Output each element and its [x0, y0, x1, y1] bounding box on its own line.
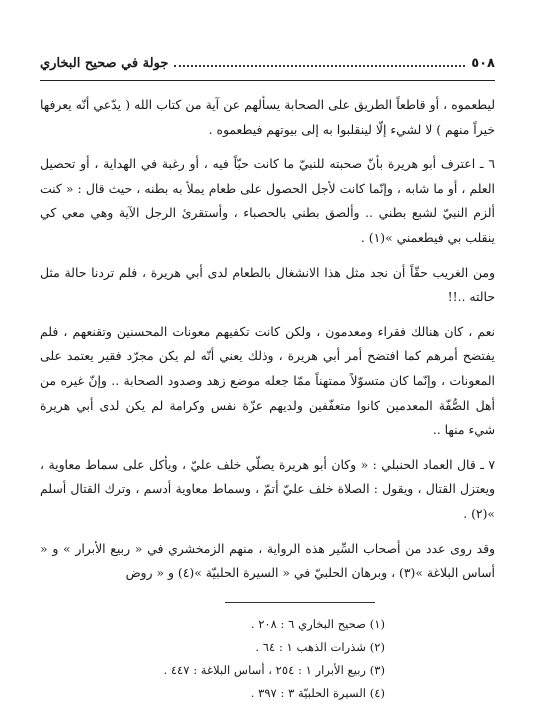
footnote-separator [225, 602, 375, 603]
paragraph: ومن الغريب حقّاً أن نجد مثل هذا الانشغال بالطعام لدى أبي هريرة ، فلم تردنا حالة مثل حالته ..!! [40, 264, 495, 305]
paragraph: ٦ ـ اعترف أبو هريرة بأنّ صحبته للنبيّ ما كانت حبّاً فيه ، أو رغبة في الهداية ، أو تحصيل العلم ، أو ما شابه ، وإنّما كانت لأجل الحصول على طعام يملأ به بطنه ، حيث قال : « كنت ألزم النبيّ لشبع بطني .. وألصق بطني بالحصباء ، وأستقرئ الرجل الآية وهي معي كي ينقلب بي فيطعمني »(١) . [40, 156, 495, 245]
header-rule [40, 80, 495, 81]
footnotes [40, 613, 495, 705]
paragraph: نعم ، كان هنالك فقراء ومعدمون ، ولكن كانت تكفيهم معونات المحسنين وتقنعهم ، فلم يفتضح أمرهم كما افتضح أمر أبي هريرة ، وذلك يعني أنّه لم يكن مجرّد فقير يعتمد على المعونات ، وإنّما كان متسوّلاً ممتهناً ممّا جعله موضع زهد وصدود الصحابة .. وإنّ غيره من أهل الصُّفّة المعدمين كانوا متعفّفين ولديهم عزّة نفس وكرامة لم يكن لدى أبي هريرة شيء منها .. [40, 323, 495, 438]
paragraph: ٧ ـ قال العماد الحنبلي : « وكان أبو هريرة يصلّي خلف عليّ ، ويأكل على سماط معاوية ، ويعتزل القتال ، ويقول : الصلاة خلف عليّ أتمّ ، وسماط معاوية أدسم ، وترك القتال أسلم »(٢) . [40, 456, 495, 521]
footnote-item: (١) صحيح البخاري ٦ : ٢٠٨ . [250, 616, 385, 631]
main-text [40, 93, 495, 586]
page-number: ٥٠٨ [471, 56, 495, 71]
chapter-title: جولة في صحيح البخاري [40, 56, 169, 71]
running-header [40, 56, 495, 78]
footnote-item: (٤) السيرة الحلبيّة ٣ : ٣٩٧ . [250, 685, 385, 700]
paragraph: وقد روى عدد من أصحاب السِّير هذه الرواية ، منهم الزمخشري في « ربيع الأبرار » و « أساس البلاغة »(٣) ، وبرهان الحلبيّ في « السيرة الحلبيّة »(٤) و « روض [40, 540, 495, 581]
footnote-item: (٢) شذرات الذهب ١ : ٦٤ . [255, 639, 385, 654]
footnote-item: (٣) ربيع الأبرار ١ : ٢٥٤ ، أساس البلاغة : ٤٤٧ . [163, 662, 385, 677]
header-leader-dots [174, 65, 465, 67]
paragraph: ليطعموه ، أو قاطعاً الطريق على الصحابة يسألهم عن آية من كتاب الله ( يدّعي أنّه يعرفها خيراً منهم ) لا لشيء إلّا لينقلبوا به إلى بيوتهم فيطعموه . [40, 97, 495, 137]
